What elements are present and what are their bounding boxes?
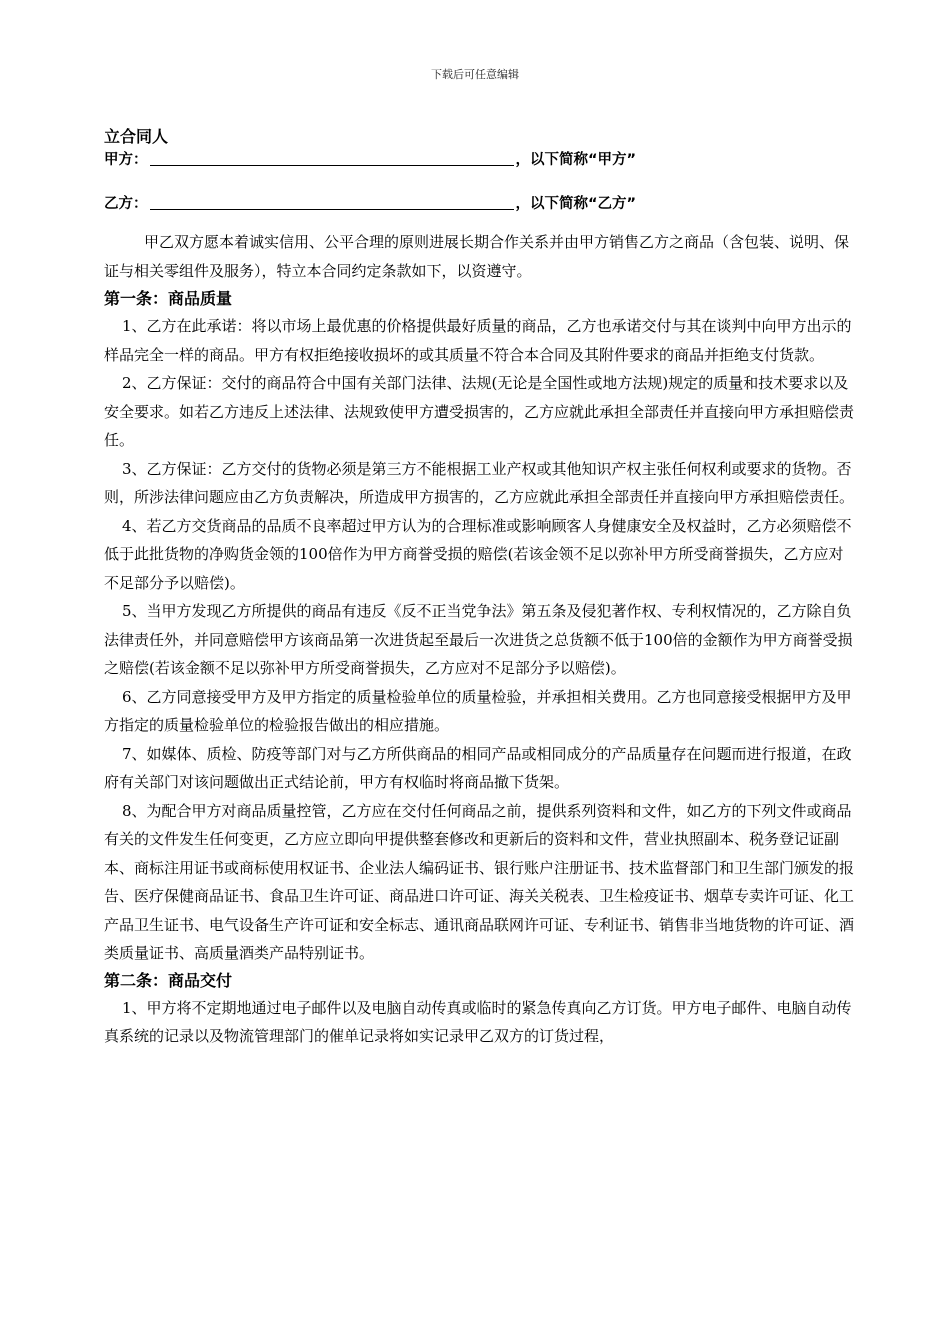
article-1-clause: 2、乙方保证：交付的商品符合中国有关部门法律、法规(无论是全国性或地方法规)规定的质量和技术要求以及安全要求。如若乙方违反上述法律、法规致使甲方遭受损害的，乙方应就此承担全部责任并直接向甲方承担赔偿责任。 <box>104 374 855 449</box>
party-a-blank <box>150 149 514 166</box>
article-2-clause: 1、甲方将不定期地通过电子邮件以及电脑自动传真或临时的紧急传真向乙方订货。甲方电子邮件、电脑自动传真系统的记录以及物流管理部门的催单记录将如实记录甲乙双方的订货过程， <box>104 998 852 1045</box>
party-b-label: 乙方： <box>104 196 148 212</box>
article-1-clause: 5、当甲方发现乙方所提供的商品有违反《反不正当党争法》第五条及侵犯著作权、专利权情况的，乙方除自负法律责任外，并同意赔偿甲方该商品第一次进货起至最后一次进货之总货额不低于100倍的金额作为甲方商誉受损之赔偿(若该金额不足以弥补甲方所受商誉损失，乙方应对不足部分予以赔偿)。 <box>104 602 853 677</box>
article-2-heading: 第二条：商品交付 <box>104 970 233 990</box>
contract-title: 立合同人 <box>104 127 169 146</box>
party-b-suffix: ，以下简称“乙方” <box>515 196 637 212</box>
article-1-clause: 3、乙方保证：乙方交付的货物必须是第三方不能根据工业产权或其他知识产权主张任何权利或要求的货物。否则，所涉法律问题应由乙方负责解决，所造成甲方损害的，乙方应就此承担全部责任并直接向甲方承担赔偿责任。 <box>104 459 855 506</box>
party-b-line <box>104 192 856 216</box>
page-header-note: 下载后可任意编辑 <box>431 68 519 81</box>
party-a-line <box>104 148 856 172</box>
contract-body <box>104 126 856 1051</box>
article-1-clause: 1、乙方在此承诺：将以市场上最优惠的价格提供最好质量的商品，乙方也承诺交付与其在谈判中向甲方出示的样品完全一样的商品。甲方有权拒绝接收损坏的或其质量不符合本合同及其附件要求的商品并拒绝支付货款。 <box>104 317 852 364</box>
party-a-label: 甲方： <box>104 152 148 168</box>
party-a-suffix: ，以下简称“甲方” <box>515 152 637 168</box>
article-1-clause: 6、乙方同意接受甲方及甲方指定的质量检验单位的质量检验，并承担相关费用。乙方也同意接受根据甲方及甲方指定的质量检验单位的检验报告做出的相应措施。 <box>104 687 852 734</box>
intro-paragraph: 甲乙双方愿本着诚实信用、公平合理的原则进展长期合作关系并由甲方销售乙方之商品（含包装、说明、保证与相关零组件及服务），特立本合同约定条款如下，以资遵守。 <box>104 233 850 280</box>
article-1-clause: 7、如媒体、质检、防疫等部门对与乙方所供商品的相同产品或相同成分的产品质量存在问题而进行报道，在政府有关部门对该问题做出正式结论前，甲方有权临时将商品撤下货架。 <box>104 744 852 791</box>
party-b-blank <box>150 193 514 210</box>
article-1-heading: 第一条：商品质量 <box>104 289 233 308</box>
article-1-clause: 8、为配合甲方对商品质量控管，乙方应在交付任何商品之前，提供系列资料和文件，如乙方的下列文件或商品有关的文件发生任何变更，乙方应立即向甲提供整套修改和更新后的资料和文件，营业执照副本、税务登记证副本、商标注用证书或商标使用权证书、企业法人编码证书、银行账户注册证书、技术监督部门和卫生部门颁发的报告、医疗保健商品证书、食品卫生许可证、商品进口许可证、海关关税表、卫生检疫证书、烟草专卖许可证、化工产品卫生证书、电气设备生产许可证和安全标志、通讯商品联网许可证、专利证书、销售非当地货物的许可证、酒类质量证书、高质量酒类产品特别证书。 <box>104 801 855 962</box>
article-1-clause: 4、若乙方交货商品的品质不良率超过甲方认为的合理标准或影响顾客人身健康安全及权益时，乙方必须赔偿不低于此批货物的净购货金领的100倍作为甲方商誉受损的赔偿(若该金领不足以弥补甲方所受商誉损失，乙方应对不足部分予以赔偿)。 <box>104 516 852 592</box>
